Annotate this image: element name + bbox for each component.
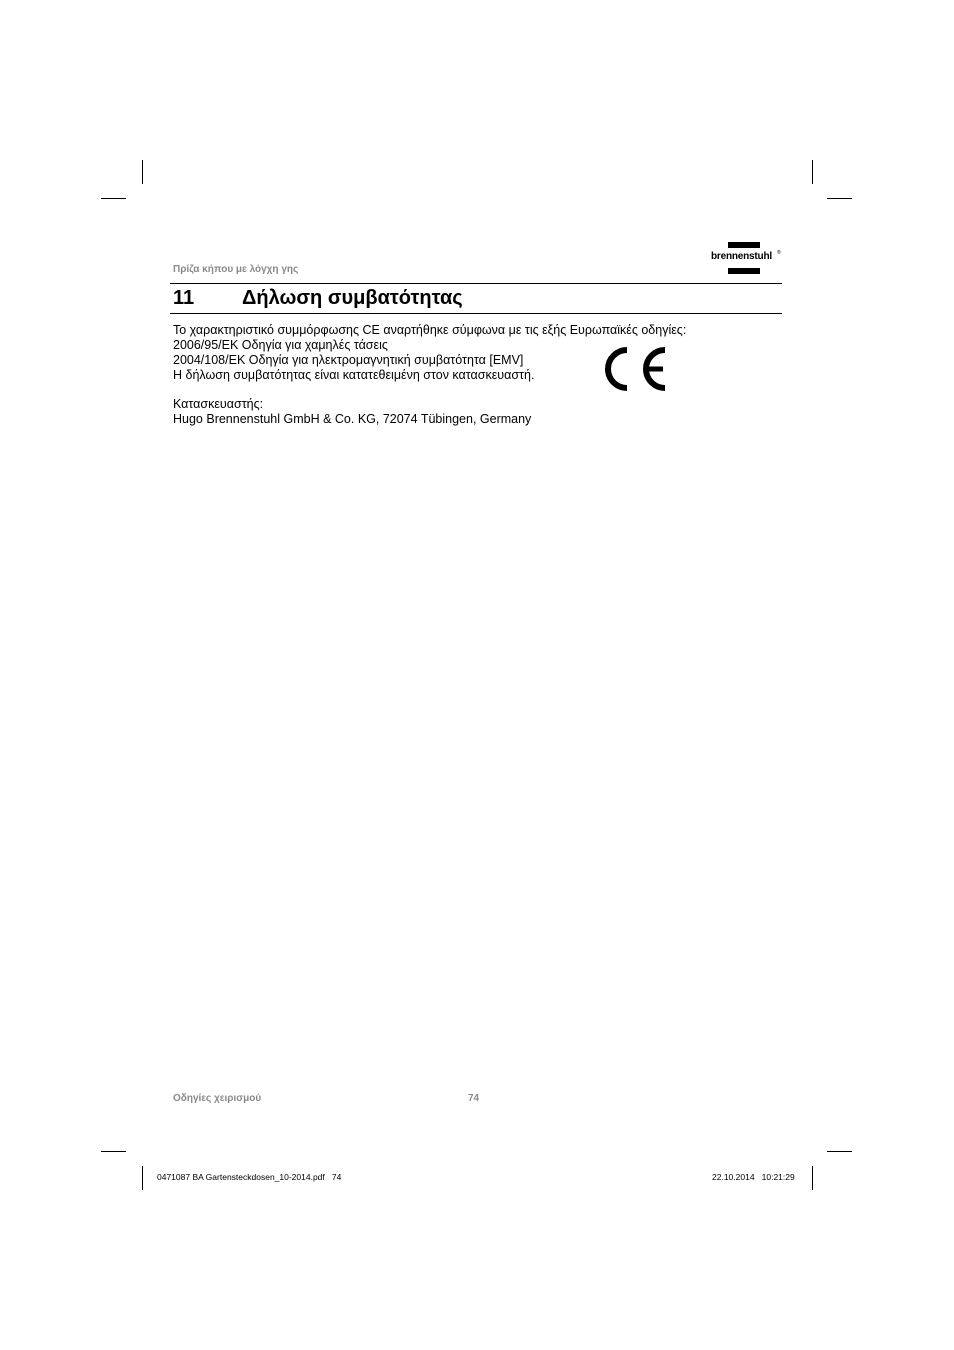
- print-slug-date: 22.10.2014 10:21:29: [712, 1172, 795, 1182]
- logo-bar-bottom: [728, 268, 760, 274]
- crop-mark: [827, 198, 852, 199]
- section-title: Δήλωση συμβατότητας: [242, 287, 463, 309]
- footer-label: Οδηγίες χειρισμού: [173, 1093, 262, 1104]
- crop-mark: [101, 198, 126, 199]
- header-subtitle: Πρίζα κήπου με λόγχη γης: [173, 264, 299, 275]
- logo-bar-top: [728, 242, 760, 248]
- page-number: 74: [468, 1093, 480, 1104]
- logo-wordmark: brennenstuhl: [711, 251, 772, 262]
- section-rule: [170, 313, 782, 314]
- section-number: 11: [173, 287, 195, 309]
- print-slug-file: 0471087 BA Gartensteckdosen_10-2014.pdf 74: [157, 1172, 342, 1182]
- crop-mark: [812, 160, 813, 184]
- crop-mark: [142, 160, 143, 184]
- body-line-directive-low-voltage: 2006/95/ΕΚ Οδηγία για χαμηλές τάσεις: [173, 338, 388, 352]
- manufacturer-label: Κατασκευαστής:: [173, 397, 264, 411]
- body-line-declaration-note: Η δήλωση συμβατότητας είναι κατατεθειμένη στον κατασκευαστή.: [173, 368, 535, 382]
- header-rule: [170, 283, 782, 284]
- body-line-intro: Το χαρακτηριστικό συμμόρφωσης CE αναρτήθηκε σύμφωνα με τις εξής Ευρωπαϊκές οδηγίες:: [173, 323, 687, 337]
- crop-mark: [812, 1166, 813, 1190]
- body-line-directive-emc: 2004/108/ΕΚ Οδηγία για ηλεκτρομαγνητική συμβατότητα [EMV]: [173, 353, 524, 367]
- ce-mark-icon: [603, 346, 669, 392]
- brennenstuhl-logo: [711, 242, 783, 276]
- crop-mark: [101, 1151, 126, 1152]
- manufacturer-address: Hugo Brennenstuhl GmbH & Co. KG, 72074 Tübingen, Germany: [173, 412, 532, 426]
- crop-mark: [142, 1166, 143, 1190]
- logo-registered-mark: ®: [777, 250, 781, 256]
- crop-mark: [827, 1151, 852, 1152]
